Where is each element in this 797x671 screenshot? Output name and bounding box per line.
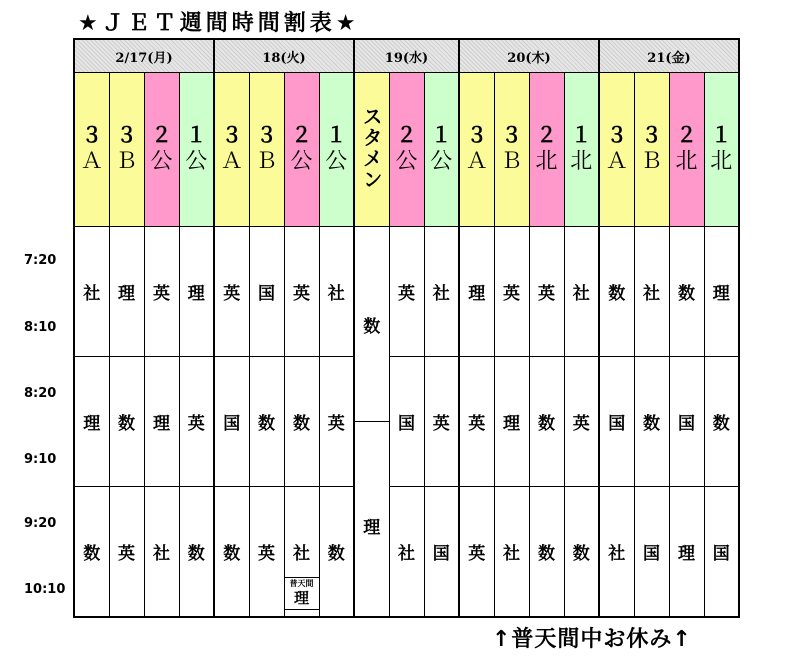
class-header: ２ 北 xyxy=(529,73,564,227)
subject-cell: 理 xyxy=(144,357,179,487)
subject-cell: 英 xyxy=(459,487,494,618)
subject-cell: 理 xyxy=(459,227,494,357)
subject-cell: 理 xyxy=(704,227,739,357)
sutamen-divider xyxy=(355,421,389,422)
subject-cell: 数 xyxy=(529,357,564,487)
subject-cell: 国 xyxy=(424,487,459,618)
sutamen-subject-lower: 理 xyxy=(363,518,381,538)
time-label: 9:20 xyxy=(24,516,57,531)
subject-cell: 国 xyxy=(599,357,634,487)
subject-cell: 数 xyxy=(704,357,739,487)
subject-cell: 社 xyxy=(494,487,529,618)
time-label: 10:10 xyxy=(24,582,66,597)
period-row-2 xyxy=(74,357,739,487)
subject-cell: 英 xyxy=(494,227,529,357)
subject-cell: 数 xyxy=(109,357,144,487)
note-text: 普天間 xyxy=(289,579,314,588)
subject-cell: 社 xyxy=(74,227,109,357)
day-header-fri: 21(金) xyxy=(599,39,739,73)
subject-cell: 数 xyxy=(319,487,354,618)
time-label: 8:20 xyxy=(24,386,57,401)
class-header: １ 公 xyxy=(424,73,459,227)
note-subject: 理 xyxy=(293,589,309,607)
page-title: ★ＪＥＴ週間時間割表★ xyxy=(78,11,360,36)
subject-cell: 国 xyxy=(389,357,424,487)
subject-cell: 英 xyxy=(109,487,144,618)
class-header: １ 公 xyxy=(319,73,354,227)
day-header-mon: 2/17(月) xyxy=(74,39,214,73)
class-header: ２ 公 xyxy=(144,73,179,227)
subject-cell: 国 xyxy=(214,357,249,487)
subject-cell: 数 xyxy=(214,487,249,618)
day-header-wed: 19(水) xyxy=(354,39,459,73)
subject-cell-with-note xyxy=(284,487,319,618)
time-label: 8:10 xyxy=(24,320,57,335)
sutamen-cell xyxy=(354,227,389,618)
subject-cell: 理 xyxy=(109,227,144,357)
subject-cell: 国 xyxy=(634,487,669,618)
sutamen-subject-upper: 数 xyxy=(363,317,381,337)
subject-cell: 数 xyxy=(249,357,284,487)
class-header: ３ Ａ xyxy=(214,73,249,227)
subject-cell: 国 xyxy=(704,487,739,618)
subject-cell: 数 xyxy=(74,487,109,618)
class-header: １ 公 xyxy=(179,73,214,227)
subject-cell: 社 xyxy=(599,487,634,618)
subject-cell: 数 xyxy=(179,487,214,618)
subject-cell: 英 xyxy=(564,357,599,487)
class-header: ２ 公 xyxy=(284,73,319,227)
subject-cell: 数 xyxy=(284,357,319,487)
subject-cell: 数 xyxy=(564,487,599,618)
subject-cell: 英 xyxy=(179,357,214,487)
subject-cell: 社 xyxy=(319,227,354,357)
subject-cell: 英 xyxy=(214,227,249,357)
subject-cell: 社 xyxy=(389,487,424,618)
subject-cell: 英 xyxy=(144,227,179,357)
subject-cell-text: 社 xyxy=(293,544,310,564)
time-label: 7:20 xyxy=(24,253,57,268)
subject-cell: 理 xyxy=(494,357,529,487)
class-header: ３ Ａ xyxy=(599,73,634,227)
subject-cell: 理 xyxy=(74,357,109,487)
day-header-thu: 20(木) xyxy=(459,39,599,73)
class-header: ２ 北 xyxy=(669,73,704,227)
subject-cell: 国 xyxy=(249,227,284,357)
class-header-sutamen xyxy=(354,73,389,227)
subject-cell: 社 xyxy=(634,227,669,357)
class-header: ３ Ａ xyxy=(459,73,494,227)
footer-note: ↑普天間中お休み↑ xyxy=(492,627,692,652)
subject-cell: 英 xyxy=(389,227,424,357)
class-header: ２ 公 xyxy=(389,73,424,227)
subject-cell: 社 xyxy=(424,227,459,357)
sutamen-label: スタメン xyxy=(359,105,384,190)
class-header: １ 北 xyxy=(564,73,599,227)
futenma-note-box xyxy=(284,577,319,610)
class-header: ３ Ｂ xyxy=(249,73,284,227)
day-header-tue: 18(火) xyxy=(214,39,354,73)
subject-cell: 英 xyxy=(249,487,284,618)
class-header: ３ Ａ xyxy=(74,73,109,227)
time-label: 9:10 xyxy=(24,452,57,467)
period-row-3 xyxy=(74,487,739,618)
subject-cell: 英 xyxy=(529,227,564,357)
subject-cell: 数 xyxy=(599,227,634,357)
subject-cell: 英 xyxy=(319,357,354,487)
class-header: ３ Ｂ xyxy=(494,73,529,227)
subject-cell: 英 xyxy=(459,357,494,487)
timetable xyxy=(73,38,740,618)
subject-cell: 理 xyxy=(179,227,214,357)
period-row-1 xyxy=(74,227,739,357)
class-header: ３ Ｂ xyxy=(109,73,144,227)
subject-cell: 国 xyxy=(669,357,704,487)
subject-cell: 英 xyxy=(424,357,459,487)
subject-cell: 数 xyxy=(634,357,669,487)
subject-cell: 社 xyxy=(144,487,179,618)
subject-cell: 数 xyxy=(669,227,704,357)
subject-cell: 社 xyxy=(564,227,599,357)
class-header: ３ Ｂ xyxy=(634,73,669,227)
class-header: １ 北 xyxy=(704,73,739,227)
subject-cell: 英 xyxy=(284,227,319,357)
subject-cell: 数 xyxy=(529,487,564,618)
subject-cell: 理 xyxy=(669,487,704,618)
